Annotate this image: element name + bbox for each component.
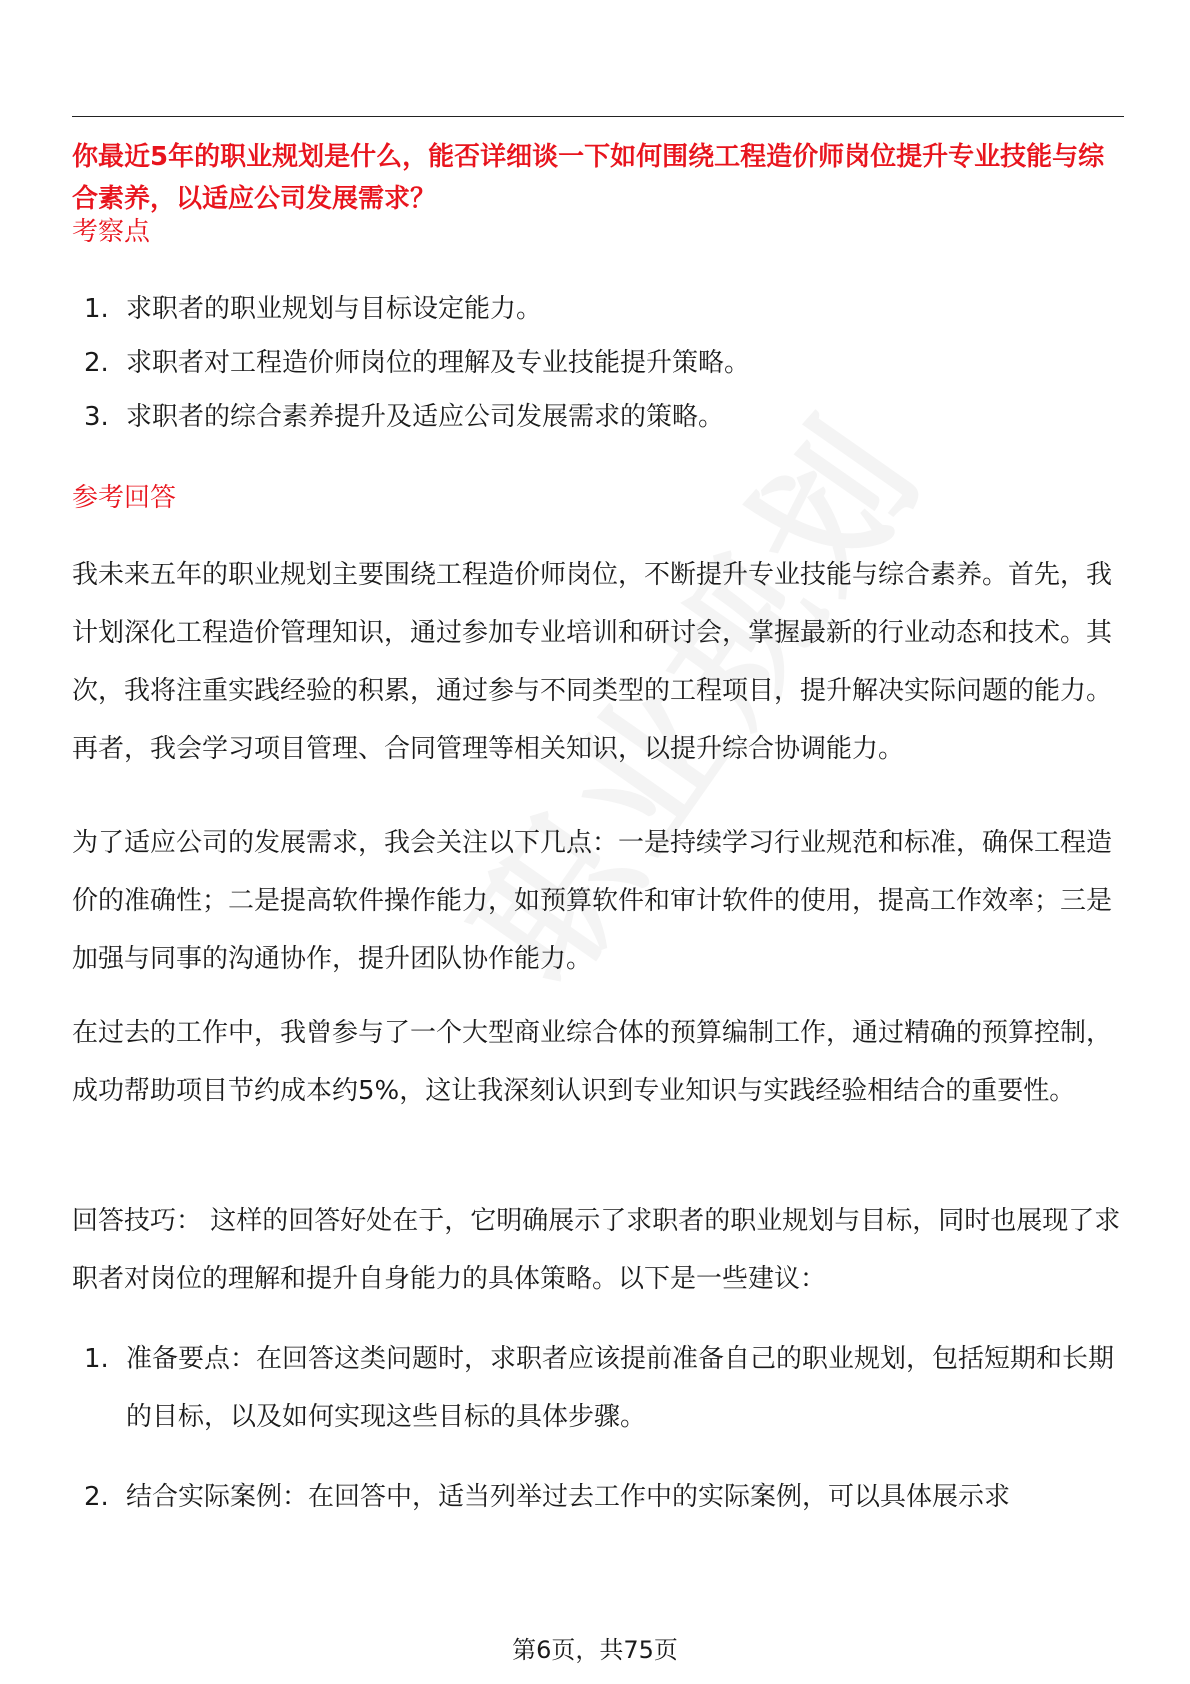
answer-paragraph-1: 我未来五年的职业规划主要围绕工程造价师岗位，不断提升专业技能与综合素养。首先，我计划深化工程造价管理知识，通过参加专业培训和研讨会，掌握最新的行业动态和技术。其次，我将注重实践经验的积累，通过参与不同类型的工程项目，提升解决实际问题的能力。再者，我会学习项目管理、合同管理等相关知识，以提升综合协调能力。 <box>72 560 1113 764</box>
list-item <box>72 1330 1124 1446</box>
page-number-footer: 第6页，共75页 <box>512 1636 678 1664</box>
top-divider <box>72 116 1124 117</box>
answer-paragraph-2: 为了适应公司的发展需求，我会关注以下几点：一是持续学习行业规范和标准，确保工程造价的准确性；二是提高软件操作能力，如预算软件和审计软件的使用，提高工作效率；三是加强与同事的沟通协作，提升团队协作能力。 <box>72 828 1113 974</box>
list-item-text: 求职者对工程造价师岗位的理解及专业技能提升策略。 <box>126 348 751 378</box>
question-title: 你最近5年的职业规划是什么，能否详细谈一下如何围绕工程造价师岗位提升专业技能与综合素养，以适应公司发展需求？ <box>72 142 1105 214</box>
answer-paragraph-3: 在过去的工作中，我曾参与了一个大型商业综合体的预算编制工作，通过精确的预算控制，成功帮助项目节约成本约5%，这让我深刻认识到专业知识与实践经验相结合的重要性。 <box>72 1018 1113 1106</box>
list-item-number: 1. <box>84 294 109 324</box>
list-item <box>72 336 1124 390</box>
list-item <box>72 1468 1124 1526</box>
list-item-text: 准备要点：在回答这类问题时，求职者应该提前准备自己的职业规划，包括短期和长期的目标，以及如何实现这些目标的具体步骤。 <box>126 1344 1115 1432</box>
list-item <box>72 390 1124 444</box>
tips-list <box>72 1330 1124 1526</box>
list-item-number: 2. <box>84 348 109 378</box>
list-item-number: 2. <box>84 1482 109 1512</box>
section-heading-reference-answer: 参考回答 <box>72 483 177 513</box>
list-item-text: 求职者的职业规划与目标设定能力。 <box>126 294 543 324</box>
list-item-text: 求职者的综合素养提升及适应公司发展需求的策略。 <box>126 402 725 432</box>
answer-tips-intro: 回答技巧： 这样的回答好处在于，它明确展示了求职者的职业规划与目标，同时也展现了求职者对岗位的理解和提升自身能力的具体策略。以下是一些建议： <box>72 1206 1121 1294</box>
section-heading-examination-points: 考察点 <box>72 217 151 247</box>
list-item-text: 结合实际案例：在回答中，适当列举过去工作中的实际案例，可以具体展示求 <box>126 1482 1011 1512</box>
list-item <box>72 282 1124 336</box>
list-item-number: 3. <box>84 402 109 432</box>
examination-points-list <box>72 282 1124 444</box>
list-item-number: 1. <box>84 1344 109 1374</box>
